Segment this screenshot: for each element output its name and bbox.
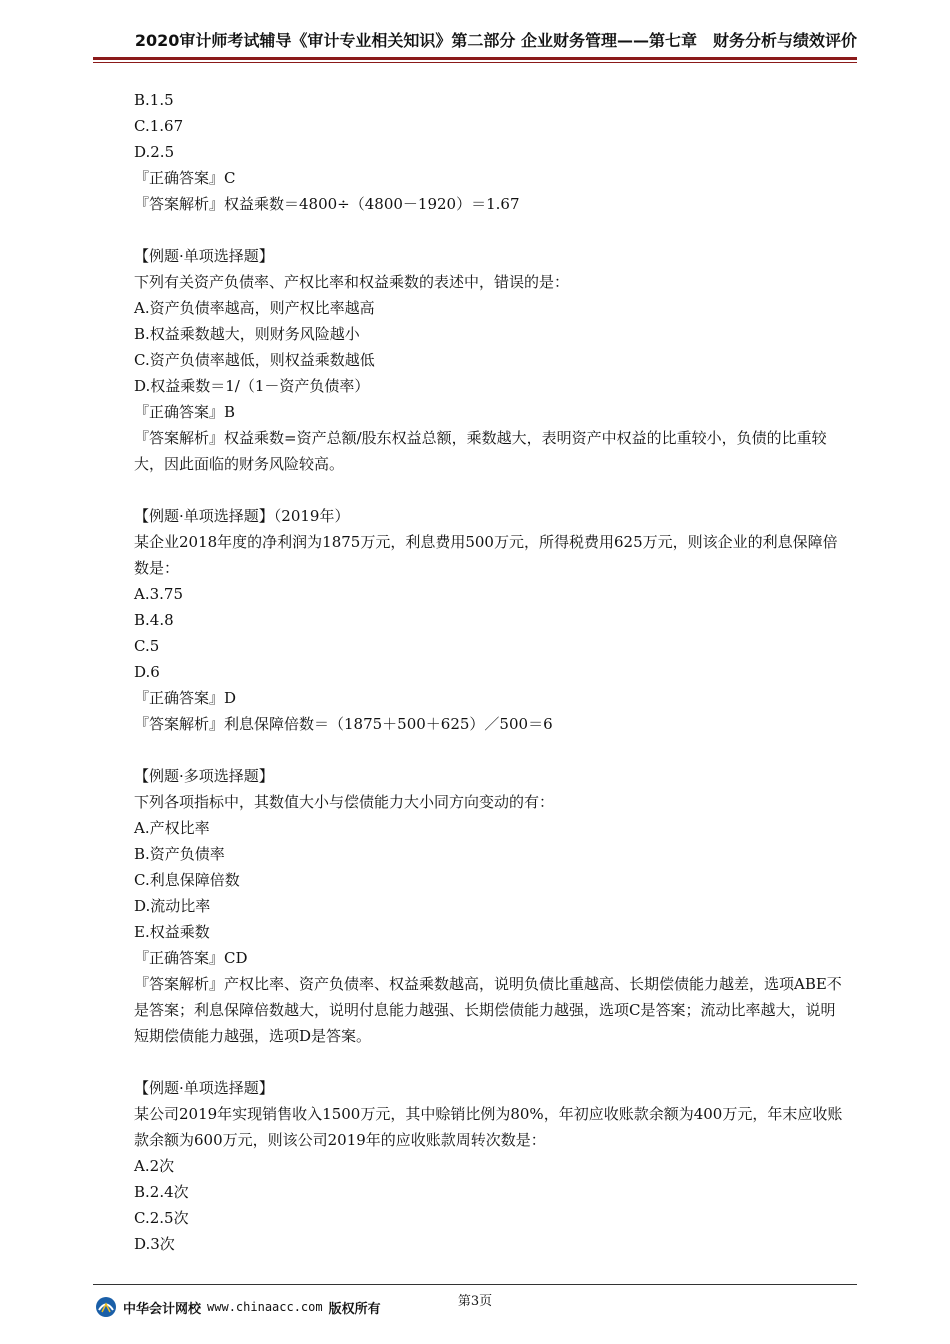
text-line: C.5: [134, 637, 160, 655]
text-line: B.资产负债率: [134, 845, 225, 863]
text-line: C.资产负债率越低，则权益乘数越低: [134, 351, 375, 369]
header-rule-thin: [93, 62, 857, 63]
text-line: E.权益乘数: [134, 923, 210, 941]
text-line: 下列有关资产负债率、产权比率和权益乘数的表述中，错误的是：: [134, 273, 570, 291]
text-line: A.3.75: [134, 585, 183, 603]
globe-logo-icon: [95, 1296, 117, 1318]
text-line: 『正确答案』B: [134, 403, 236, 421]
text-line: 某企业2018年度的净利润为1875万元，利息费用500万元，所得税费用625万元，则该企业的利息保障倍数是：: [134, 533, 838, 577]
text-line: 『正确答案』CD: [134, 949, 248, 967]
text-line: B.4.8: [134, 611, 174, 629]
question-heading: 【例题·多项选择题】: [134, 767, 274, 785]
question-heading: 【例题·单项选择题】: [134, 247, 274, 265]
text-line: B.2.4次: [134, 1183, 189, 1201]
text-line: C.2.5次: [134, 1209, 189, 1227]
text-line: 『答案解析』权益乘数＝4800÷（4800－1920）＝1.67: [134, 195, 520, 213]
question-block: [134, 503, 850, 737]
text-line: 『正确答案』C: [134, 169, 236, 187]
copyright-text: 版权所有: [328, 1301, 381, 1317]
text-line: 下列各项指标中，其数值大小与偿债能力大小同方向变动的有：: [134, 793, 555, 811]
text-line: B.1.5: [134, 91, 174, 109]
question-block: [134, 763, 850, 1049]
page-header: 2020审计师考试辅导《审计专业相关知识》第二部分 企业财务管理——第七章 财务分析与绩效评价: [134, 31, 857, 50]
question-heading: 【例题·单项选择题】（2019年）: [134, 507, 350, 525]
question-heading: 【例题·单项选择题】: [134, 1079, 274, 1097]
text-line: C.1.67: [134, 117, 184, 135]
text-line: D.6: [134, 663, 160, 681]
footer-brand: [95, 1296, 381, 1318]
text-line: 『答案解析』利息保障倍数＝（1875＋500＋625）／500＝6: [134, 715, 553, 733]
question-block: [134, 243, 850, 477]
text-line: C.利息保障倍数: [134, 871, 240, 889]
question-block: [134, 1075, 850, 1257]
footer-rule: [93, 1284, 857, 1285]
text-line: 『正确答案』D: [134, 689, 237, 707]
text-line: D.流动比率: [134, 897, 211, 915]
text-line: A.2次: [134, 1157, 175, 1175]
brand-name: 中华会计网校: [123, 1301, 202, 1317]
text-line: A.资产负债率越高，则产权比率越高: [134, 299, 375, 317]
brand-url[interactable]: www.chinaacc.com: [207, 1300, 323, 1314]
question-block: [134, 87, 850, 217]
text-line: 『答案解析』权益乘数=资产总额/股东权益总额，乘数越大，表明资产中权益的比重较小，负债的比重较大，因此面临的财务风险较高。: [134, 429, 827, 473]
text-line: 『答案解析』产权比率、资产负债率、权益乘数越高，说明负债比重越高、长期偿债能力越差，选项ABE不是答案；利息保障倍数越大，说明付息能力越强、长期偿债能力越强，选项C是答案；流动比率越大，说明短期偿债能力越强，选项D是答案。: [134, 975, 842, 1045]
document-body: [134, 87, 850, 1257]
page-number: 第3页: [457, 1294, 493, 1309]
text-line: 某公司2019年实现销售收入1500万元，其中赊销比例为80%，年初应收账款余额为400万元，年末应收账款余额为600万元，则该公司2019年的应收账款周转次数是：: [134, 1105, 843, 1149]
text-line: B.权益乘数越大，则财务风险越小: [134, 325, 360, 343]
text-line: D.权益乘数＝1/（1－资产负债率）: [134, 377, 370, 395]
header-rule: [93, 57, 857, 60]
text-line: D.3次: [134, 1235, 175, 1253]
text-line: A.产权比率: [134, 819, 210, 837]
text-line: D.2.5: [134, 143, 175, 161]
